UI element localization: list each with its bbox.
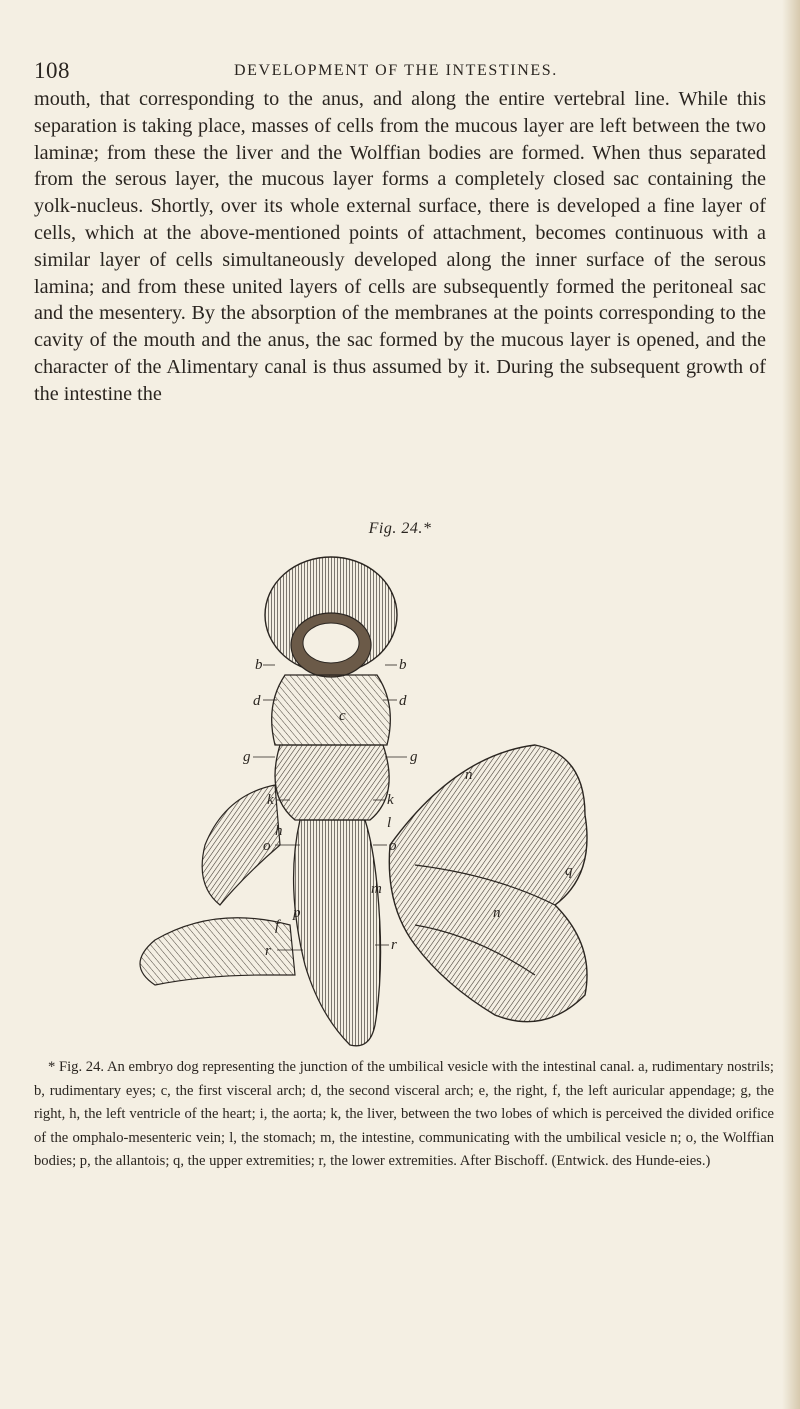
- figure-caption: Fig. 24.*: [368, 520, 432, 537]
- umbilical-vesicle: [389, 745, 587, 1022]
- label-k-left: k: [267, 792, 274, 808]
- embryo-illustration: [115, 545, 665, 1065]
- label-r-left: r: [265, 943, 271, 959]
- left-lower-structure: [140, 918, 295, 985]
- label-r-right: r: [391, 937, 397, 953]
- page-edge-shadow: [782, 0, 800, 1409]
- running-title: DEVELOPMENT OF THE INTESTINES.: [234, 62, 558, 79]
- embryo-trunk: [294, 820, 381, 1046]
- label-g-left: g: [243, 749, 251, 765]
- label-h: h: [275, 823, 283, 839]
- label-d-right: d: [399, 693, 407, 709]
- label-d-left: d: [253, 693, 261, 709]
- heart: [275, 745, 389, 820]
- visceral-arches: [272, 675, 391, 745]
- label-k-right: k: [387, 792, 394, 808]
- label-n-lower: n: [493, 905, 501, 921]
- running-head: [34, 58, 760, 84]
- label-o-right: o: [389, 838, 397, 854]
- page-number: 108: [34, 58, 70, 83]
- label-m: m: [371, 881, 382, 897]
- label-b-left: b: [255, 657, 263, 673]
- label-p: p: [293, 905, 301, 921]
- label-c: c: [339, 708, 346, 724]
- label-o-left: o: [263, 838, 271, 854]
- label-b-right: b: [399, 657, 407, 673]
- label-f: f: [275, 918, 280, 934]
- label-n-upper: n: [465, 767, 473, 783]
- figure-footnote: * Fig. 24. An embryo dog representing the junction of the umbilical vesicle with the intestinal canal. a, rudimentary nostrils; b, rudimentary eyes; c, the first visceral arch; d, the second visceral arch; e, the right, f, the left auricular appendage; g, the right, h, the left ventricle of the heart; i, the aorta; k, the liver, between the two lobes of which is perceived the divided orifice of the omphalo-mesenteric vein; l, the stomach; m, the intestine, communicating with the umbilical vesicle n; o, the Wolffian bodies; p, the allantois; q, the upper extremities; r, the lower extremities. After Bischoff. (Entwick. des Hunde-eies.): [34, 1059, 774, 1169]
- body-paragraph: mouth, that corresponding to the anus, and along the entire vertebral line. While this separation is taking place, masses of cells from the mucous layer are left between the two laminæ; from these the liver and the Wolffian bodies are formed. When thus separated from the serous layer, the mucous layer forms a completely closed sac containing the yolk-nucleus. Shortly, over its whole external surface, there is developed a fine layer of cells, which at the above-mentioned points of attachment, becomes continuous with a similar layer of cells simultaneously developed along the inner surface of the serous lamina; and from these united layers of cells are subsequently formed the peritoneal sac and the mesentery. By the absorption of the membranes at the points corresponding to the cavity of the mouth and the anus, the sac formed by the mucous layer is opened, and the character of the Alimentary canal is thus assumed by it. During the subsequent growth of the intestine the: [34, 88, 766, 405]
- label-q: q: [565, 863, 573, 879]
- label-g-right: g: [410, 749, 418, 765]
- embryo-head: [265, 557, 397, 677]
- label-l: l: [387, 815, 392, 831]
